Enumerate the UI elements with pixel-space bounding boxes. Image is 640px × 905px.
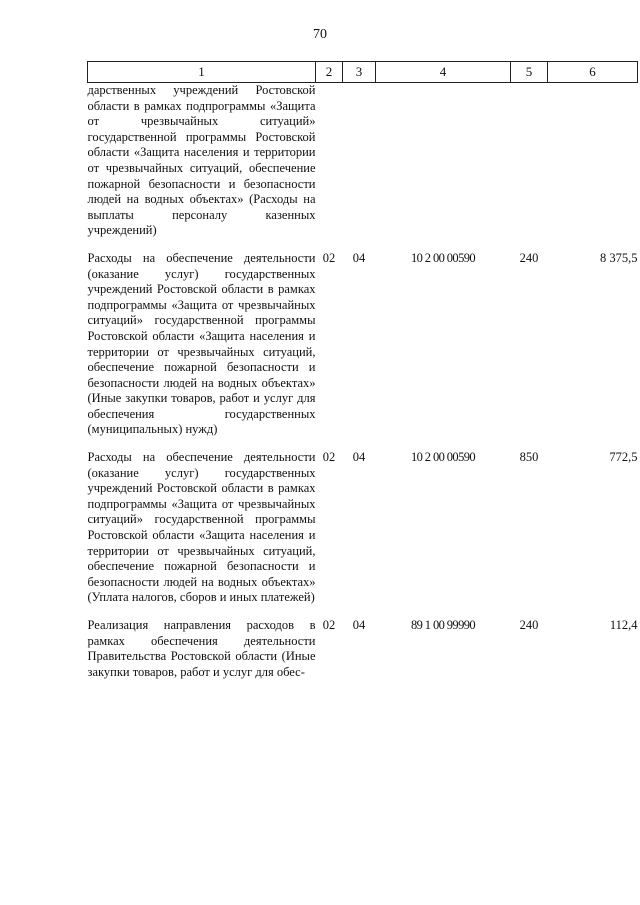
header-col-3: 3 [343, 62, 376, 83]
row-subsection: 04 [352, 250, 366, 265]
table-row [88, 618, 638, 692]
row-description: Расходы на обеспечение деятельности (оказание услуг) государственных учреждений Ростовской области в рамках подпрограммы «Защита от чрезвычайных ситуаций» государственной программы Ростовской области «Защита населения и территории от чрезвычайных ситуаций, обеспечение пожарной безопасности и безопасности людей на водных объектах» (Иные закупки товаров, работ и услуг для обеспечения государственных (муниципальных) нужд) [87, 250, 316, 437]
row-subsection [343, 83, 376, 251]
row-target-article [376, 83, 511, 251]
row-section: 02 [322, 250, 336, 265]
row-expense-type [511, 83, 548, 251]
row-amount: 112,4 [609, 618, 638, 632]
row-description: Реализация направления расходов в рамках обеспечения деятельности Правительства Ростовской области (Иные закупки товаров, работ и услуг для обес- [87, 618, 316, 679]
header-row [88, 62, 638, 83]
row-section: 02 [322, 618, 336, 632]
row-expense-type: 850 [519, 450, 539, 465]
row-target-article: 89 1 00 99990 [410, 618, 476, 632]
row-target-article: 10 2 00 00590 [410, 450, 476, 465]
page-number: 70 [313, 27, 327, 42]
header-col-1: 1 [88, 62, 316, 83]
row-section [316, 83, 343, 251]
row-amount: 8 375,5 [600, 250, 638, 265]
row-target-article: 10 2 00 00590 [410, 250, 476, 265]
row-subsection: 04 [352, 618, 366, 632]
row-amount: 772,5 [609, 450, 638, 465]
row-description: дарственных учреждений Ростовской области в рамках подпрограммы «Защита от чрезвычайных ситуаций» государственной программы Ростовской области «Защита населения и территории от чрезвычайных ситуаций, обеспечение пожарной безопасности и безопасности людей на водных объектах» (Расходы на выплаты персоналу казенных учреждений) [87, 83, 316, 238]
table-row [88, 251, 638, 450]
header-col-5: 5 [511, 62, 548, 83]
row-amount [548, 83, 638, 251]
table-row [88, 83, 638, 251]
row-expense-type: 240 [519, 618, 539, 632]
row-section: 02 [322, 450, 336, 465]
row-description: Расходы на обеспечение деятельности (оказание услуг) государственных учреждений Ростовской области в рамках подпрограммы «Защита от чрезвычайных ситуаций» государственной программы Ростовской области «Защита населения и территории от чрезвычайных ситуаций, обеспечение пожарной безопасности и безопасности людей на водных объектах» (Уплата налогов, сборов и иных платежей) [87, 450, 316, 605]
row-subsection: 04 [352, 450, 366, 465]
header-col-2: 2 [316, 62, 343, 83]
table-row [88, 450, 638, 618]
row-expense-type: 240 [519, 250, 539, 265]
header-col-6: 6 [548, 62, 638, 83]
budget-table [87, 61, 638, 692]
header-col-4: 4 [376, 62, 511, 83]
